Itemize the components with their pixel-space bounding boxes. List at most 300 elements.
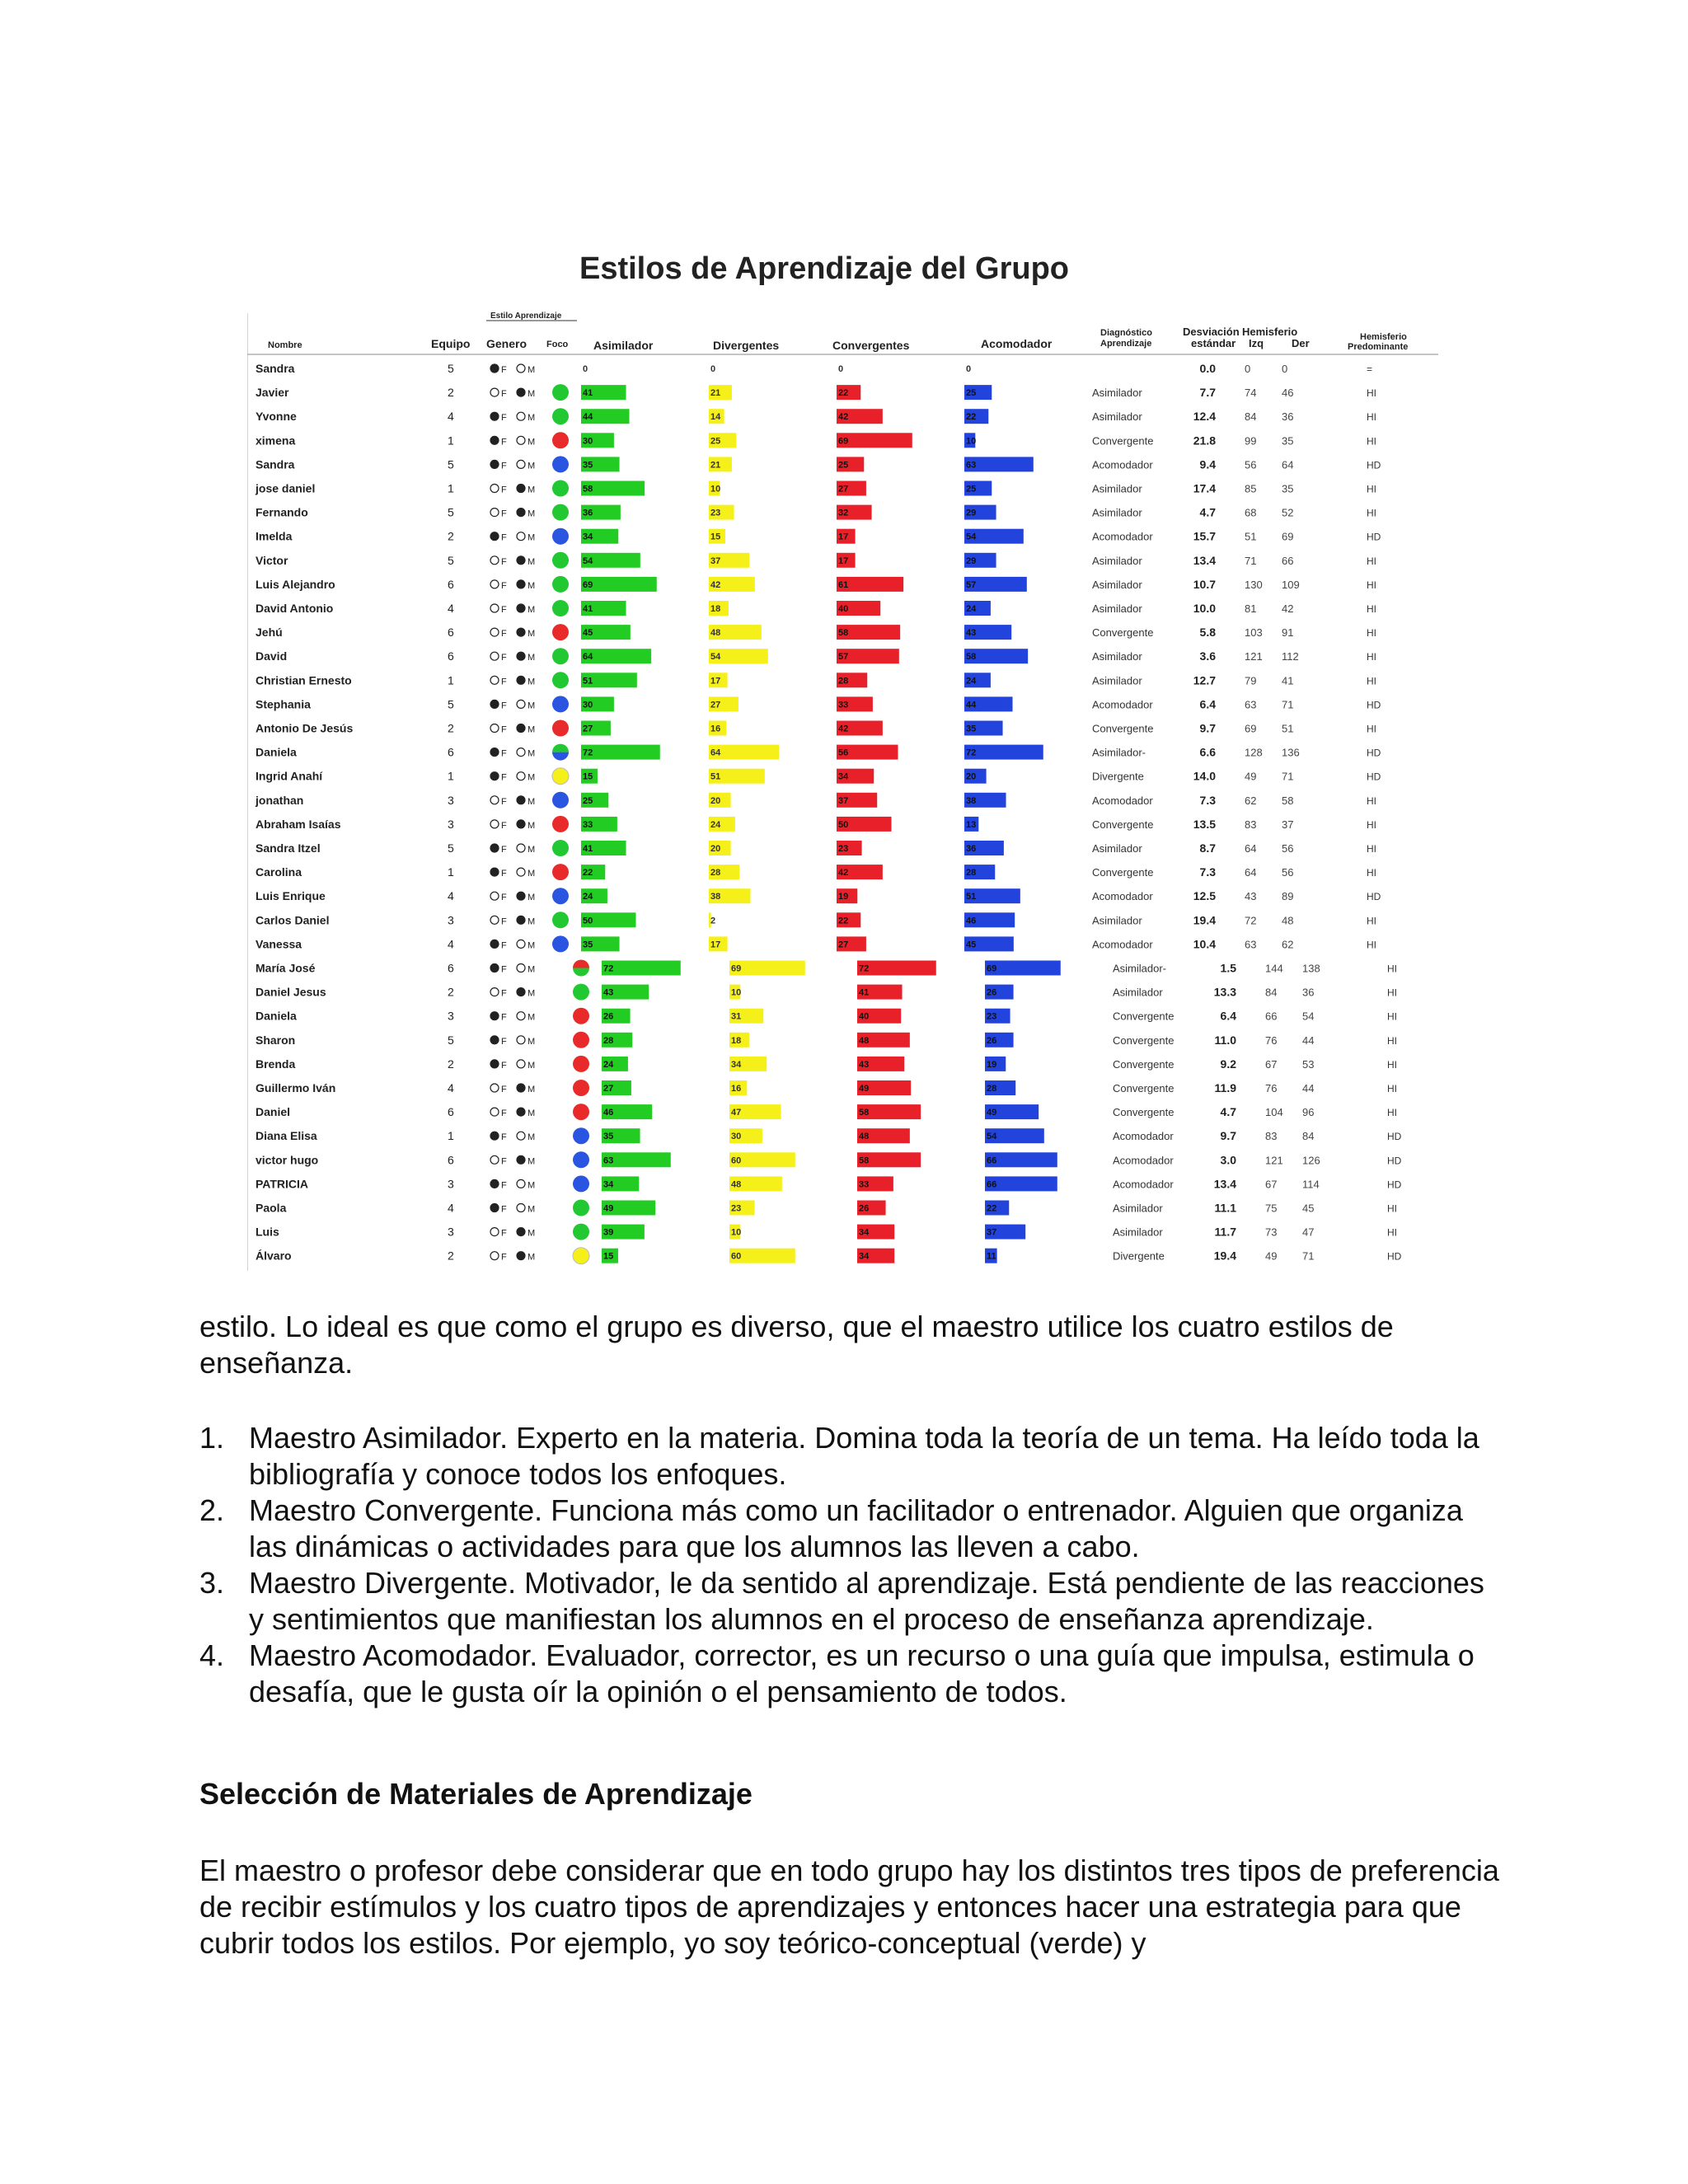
gender-label-m: M — [528, 580, 536, 591]
gender-label-f: F — [501, 509, 507, 519]
row-equipo: 6 — [448, 626, 454, 640]
row-name: Sandra — [256, 362, 295, 375]
convergente-value: 57 — [838, 652, 849, 663]
row-name: Luis Alejandro — [256, 577, 335, 591]
gender-label-f: F — [501, 1156, 507, 1167]
row-hemisferio: HI — [1367, 603, 1376, 615]
row-desviacion: 8.7 — [1199, 841, 1216, 855]
acomodador-value: 66 — [987, 1179, 997, 1190]
gender-label-f: F — [501, 461, 507, 471]
gender-label-m: M — [528, 461, 536, 471]
row-name: Christian Ernesto — [256, 673, 352, 687]
row-name: Daniela — [256, 1009, 297, 1023]
gender-label-f: F — [501, 1085, 507, 1094]
foco-circle — [573, 1151, 589, 1168]
convergente-value: 34 — [859, 1227, 870, 1238]
gender-radio-f — [490, 436, 499, 444]
list-number: 2. — [199, 1493, 225, 1527]
header-hem-pred: Hemisferio — [1360, 332, 1407, 342]
gender-label-f: F — [501, 940, 507, 951]
acomodador-value: 22 — [987, 1203, 997, 1214]
gender-radio-f — [490, 820, 499, 828]
row-diagnostico: Acomodador — [1092, 890, 1153, 903]
gender-label-f: F — [501, 389, 507, 400]
foco-circle-top — [573, 960, 589, 968]
row-name: Yvonne — [256, 410, 297, 424]
gender-radio-m — [517, 676, 525, 684]
asimilador-value: 25 — [583, 795, 593, 806]
asimilador-value: 43 — [603, 987, 614, 998]
gender-radio-f — [490, 1179, 499, 1188]
gender-radio-f — [490, 364, 499, 373]
row-diagnostico: Asimilador — [1092, 602, 1142, 615]
acomodador-value: 29 — [966, 555, 977, 566]
gender-label-f: F — [501, 796, 507, 807]
foco-circle — [552, 816, 569, 832]
acomodador-value: 49 — [987, 1108, 997, 1118]
convergente-value: 58 — [859, 1155, 870, 1166]
learning-styles-chart — [247, 307, 1438, 1271]
row-hemisferio: HI — [1387, 1107, 1397, 1119]
row-izq: 71 — [1245, 554, 1257, 567]
gender-radio-m — [517, 1132, 525, 1140]
asimilador-value: 24 — [583, 892, 593, 902]
acomodador-bar — [964, 745, 1043, 760]
row-hemisferio: HI — [1387, 1058, 1397, 1071]
row-desviacion: 17.4 — [1193, 481, 1216, 495]
row-izq: 51 — [1245, 530, 1257, 543]
convergente-value: 17 — [838, 555, 849, 566]
row-equipo: 1 — [448, 481, 454, 495]
header-hemisferio: Hemisferio — [1242, 326, 1298, 338]
row-hemisferio: HI — [1367, 579, 1376, 591]
gender-label-f: F — [501, 1036, 507, 1047]
foco-circle — [552, 408, 569, 424]
divergente-value: 17 — [710, 676, 721, 687]
row-equipo: 6 — [448, 745, 454, 759]
gender-label-f: F — [501, 413, 507, 424]
row-equipo: 4 — [448, 1201, 454, 1215]
gender-radio-m — [517, 892, 525, 900]
row-name: Sandra — [256, 457, 295, 471]
list-item — [199, 1565, 1502, 1638]
row-der: 84 — [1302, 1130, 1315, 1143]
row-name: David Antonio — [256, 602, 334, 615]
asimilador-value: 30 — [583, 700, 593, 710]
row-diagnostico: Convergente — [1113, 1082, 1175, 1094]
asimilador-value: 72 — [583, 748, 593, 758]
gender-label-f: F — [501, 532, 507, 543]
row-der: 51 — [1282, 722, 1294, 735]
divergente-value: 48 — [731, 1179, 742, 1190]
foco-circle — [552, 648, 569, 664]
row-hemisferio: HI — [1367, 627, 1376, 640]
asimilador-value: 34 — [603, 1179, 614, 1190]
row-izq: 128 — [1245, 746, 1263, 759]
row-equipo: 4 — [448, 1081, 454, 1094]
row-name: Jehú — [256, 626, 283, 640]
row-izq: 66 — [1265, 1010, 1278, 1023]
acomodador-value: 28 — [987, 1084, 997, 1094]
asimilador-value: 44 — [583, 412, 593, 423]
convergente-value: 26 — [859, 1203, 870, 1214]
foco-circle — [552, 696, 569, 712]
row-izq: 84 — [1245, 410, 1257, 424]
row-equipo: 6 — [448, 1105, 454, 1119]
row-izq: 130 — [1245, 578, 1263, 591]
row-equipo: 2 — [448, 985, 454, 999]
row-diagnostico: Acomodador — [1113, 1178, 1174, 1191]
acomodador-value: 66 — [987, 1155, 997, 1166]
divergente-value: 38 — [710, 892, 721, 902]
row-equipo: 2 — [448, 1057, 454, 1071]
acomodador-value: 51 — [966, 892, 977, 902]
acomodador-value: 72 — [966, 748, 977, 758]
divergente-value: 48 — [710, 628, 721, 639]
row-der: 54 — [1302, 1010, 1315, 1023]
gender-label-m: M — [528, 893, 536, 903]
row-name: Daniela — [256, 745, 297, 759]
row-equipo: 2 — [448, 386, 454, 400]
row-equipo: 5 — [448, 697, 454, 711]
row-der: 52 — [1282, 506, 1294, 519]
gender-radio-f — [490, 844, 499, 852]
gender-radio-m — [517, 748, 525, 757]
row-diagnostico: Asimilador — [1113, 1202, 1163, 1215]
convergente-value: 28 — [838, 676, 849, 687]
acomodador-value: 20 — [966, 771, 977, 782]
row-hemisferio: HI — [1367, 555, 1376, 567]
row-name: María José — [256, 961, 316, 975]
list-item-text: Maestro Divergente. Motivador, le da sentido al aprendizaje. Está pendiente de las reacciones y sentimientos que manifiestan los alumnos en el proceso de enseñanza aprendizaje. — [249, 1566, 1484, 1636]
row-name: Stephania — [256, 697, 311, 711]
foco-circle — [552, 576, 569, 593]
asimilador-value: 34 — [583, 532, 593, 542]
row-desviacion: 4.7 — [1220, 1105, 1236, 1119]
row-der: 69 — [1282, 530, 1294, 543]
gender-radio-m — [517, 628, 525, 636]
asimilador-value: 15 — [583, 771, 593, 782]
convergente-value: 48 — [859, 1132, 870, 1142]
row-der: 42 — [1282, 602, 1294, 615]
gender-label-m: M — [528, 1012, 536, 1023]
row-izq: 144 — [1265, 962, 1283, 975]
asimilador-value: 41 — [583, 388, 593, 399]
asimilador-value: 24 — [603, 1059, 614, 1070]
foco-circle — [552, 912, 569, 928]
row-desviacion: 7.3 — [1199, 865, 1216, 879]
gender-radio-f — [490, 509, 499, 517]
foco-circle — [573, 984, 589, 1001]
asimilador-value: 64 — [583, 652, 593, 663]
row-diagnostico: Divergente — [1113, 1249, 1165, 1263]
section-heading: Selección de Materiales de Aprendizaje — [199, 1777, 753, 1811]
row-der: 41 — [1282, 674, 1294, 687]
divergente-value: 37 — [710, 555, 721, 566]
gender-label-f: F — [501, 916, 507, 927]
foco-circle — [552, 935, 569, 952]
gender-label-m: M — [528, 1085, 536, 1094]
convergente-value: 40 — [859, 1011, 870, 1022]
convergente-value: 37 — [838, 795, 849, 806]
acomodador-value: 13 — [966, 819, 977, 830]
row-izq: 0 — [1245, 363, 1251, 375]
asimilador-value: 30 — [583, 436, 593, 447]
row-equipo: 5 — [448, 1033, 454, 1047]
convergente-value: 17 — [838, 532, 849, 542]
row-der: 138 — [1302, 962, 1320, 975]
convergente-value: 32 — [838, 508, 849, 518]
header-desviacion-2: estándar — [1191, 337, 1236, 349]
foco-circle — [552, 384, 569, 401]
convergente-value: 33 — [838, 700, 849, 710]
divergente-value: 10 — [710, 484, 721, 494]
row-der: 71 — [1282, 770, 1294, 783]
divergente-value: 28 — [710, 868, 721, 879]
gender-label-f: F — [501, 677, 507, 687]
acomodador-value: 25 — [966, 484, 977, 494]
asimilador-value: 54 — [583, 555, 593, 566]
row-izq: 84 — [1265, 986, 1278, 999]
row-equipo: 2 — [448, 1249, 454, 1263]
row-desviacion: 10.7 — [1193, 577, 1216, 591]
list-item-text: Maestro Asimilador. Experto en la materia. Domina toda la teoría de un tema. Ha leído toda la bibliografía y conoce todos los enfoques. — [249, 1421, 1479, 1491]
gender-radio-f — [490, 700, 499, 708]
row-equipo: 1 — [448, 434, 454, 448]
row-hemisferio: HI — [1387, 963, 1397, 975]
divergente-value: 10 — [731, 1227, 742, 1238]
row-name: Luis Enrique — [256, 889, 326, 903]
convergente-value: 48 — [859, 1035, 870, 1046]
divergente-value: 16 — [731, 1084, 742, 1094]
row-diagnostico: Asimilador — [1113, 1226, 1163, 1239]
row-desviacion: 12.5 — [1193, 889, 1216, 903]
row-hemisferio: HI — [1367, 651, 1376, 663]
row-izq: 85 — [1245, 482, 1257, 495]
foco-circle — [552, 888, 569, 904]
foco-circle — [573, 1104, 589, 1120]
row-equipo: 3 — [448, 1225, 454, 1239]
row-hemisferio: HI — [1387, 1202, 1397, 1215]
foco-circle — [573, 1080, 589, 1096]
asimilador-value: 15 — [603, 1251, 614, 1262]
row-der: 112 — [1282, 650, 1299, 663]
acomodador-value: 0 — [966, 364, 972, 374]
gender-radio-f — [490, 964, 499, 972]
convergente-value: 27 — [838, 484, 849, 494]
gender-label-f: F — [501, 605, 507, 615]
acomodador-value: 38 — [966, 795, 977, 806]
row-desviacion: 5.8 — [1199, 626, 1216, 640]
row-diagnostico: Convergente — [1092, 722, 1154, 735]
foco-circle — [573, 1200, 589, 1216]
row-der: 136 — [1282, 746, 1300, 759]
convergente-value: 40 — [838, 604, 849, 614]
row-name: Carlos Daniel — [256, 913, 330, 927]
row-name: Sharon — [256, 1033, 296, 1047]
gender-radio-m — [517, 1060, 525, 1068]
asimilador-value: 46 — [603, 1108, 614, 1118]
row-izq: 63 — [1245, 698, 1257, 711]
row-izq: 81 — [1245, 602, 1257, 615]
row-desviacion: 6.4 — [1220, 1009, 1236, 1023]
divergente-value: 60 — [731, 1251, 742, 1262]
row-name: Sandra Itzel — [256, 841, 321, 855]
gender-radio-m — [517, 532, 525, 541]
row-diagnostico: Asimilador — [1092, 482, 1142, 495]
row-der: 45 — [1302, 1202, 1315, 1215]
list-item-text: Maestro Convergente. Funciona más como un facilitador o entrenador. Alguien que organiza las dinámicas o actividades para que los alumnos las lleven a cabo. — [249, 1493, 1463, 1563]
gender-radio-m — [517, 509, 525, 517]
row-hemisferio: HI — [1387, 987, 1397, 999]
learning-styles-table — [247, 307, 1438, 1271]
gender-radio-f — [490, 1060, 499, 1068]
row-equipo: 5 — [448, 505, 454, 519]
acomodador-value: 54 — [966, 532, 977, 542]
row-diagnostico: Convergente — [1092, 434, 1154, 448]
row-desviacion: 15.7 — [1193, 529, 1216, 543]
row-equipo: 1 — [448, 865, 454, 879]
row-desviacion: 3.0 — [1220, 1153, 1236, 1167]
row-desviacion: 9.4 — [1199, 457, 1216, 471]
gender-radio-f — [490, 580, 499, 588]
row-name: Paola — [256, 1201, 287, 1215]
row-diagnostico: Acomodador — [1092, 698, 1153, 711]
convergente-value: 41 — [859, 987, 870, 998]
foco-circle — [573, 1224, 589, 1240]
row-der: 35 — [1282, 434, 1294, 448]
acomodador-value: 23 — [987, 1011, 997, 1022]
gender-label-f: F — [501, 1228, 507, 1239]
small-header-label: Estilo Aprendizaje — [490, 312, 562, 321]
acomodador-value: 36 — [966, 844, 977, 854]
gender-label-m: M — [528, 916, 536, 927]
row-name: Álvaro — [256, 1249, 292, 1263]
row-name: ximena — [256, 434, 296, 448]
header-hem-pred-2: Predominante — [1348, 342, 1409, 352]
row-izq: 49 — [1265, 1249, 1278, 1263]
gender-radio-m — [517, 556, 525, 565]
gender-label-m: M — [528, 724, 536, 735]
row-hemisferio: HD — [1367, 771, 1381, 783]
gender-radio-f — [490, 1036, 499, 1044]
gender-radio-m — [517, 1179, 525, 1188]
gender-radio-m — [517, 724, 525, 733]
row-diagnostico: Asimilador — [1092, 554, 1142, 567]
row-izq: 43 — [1245, 890, 1257, 903]
row-name: David — [256, 649, 288, 663]
divergente-value: 2 — [710, 916, 716, 926]
asimilador-value: 35 — [583, 460, 593, 471]
gender-radio-m — [517, 436, 525, 444]
divergente-value: 54 — [710, 652, 721, 663]
row-izq: 79 — [1245, 674, 1257, 687]
row-diagnostico: Asimilador — [1113, 986, 1163, 999]
chart-title: Estilos de Aprendizaje del Grupo — [579, 251, 1070, 286]
foco-circle — [552, 792, 569, 808]
divergente-value: 14 — [710, 412, 721, 423]
gender-radio-m — [517, 916, 525, 924]
asimilador-value: 35 — [583, 940, 593, 950]
divergente-value: 30 — [731, 1132, 742, 1142]
foco-circle — [552, 432, 569, 448]
row-hemisferio: HI — [1387, 1010, 1397, 1023]
row-izq: 83 — [1245, 818, 1257, 831]
row-hemisferio: HI — [1367, 818, 1376, 831]
gender-label-m: M — [528, 532, 536, 543]
gender-radio-m — [517, 388, 525, 396]
foco-circle — [552, 480, 569, 497]
row-equipo: 1 — [448, 769, 454, 783]
row-desviacion: 13.5 — [1193, 817, 1216, 831]
gender-radio-m — [517, 820, 525, 828]
row-desviacion: 12.4 — [1193, 410, 1216, 424]
row-hemisferio: HD — [1367, 459, 1381, 471]
asimilador-value: 72 — [603, 963, 614, 974]
gender-label-f: F — [501, 1252, 507, 1263]
row-hemisferio: HI — [1367, 411, 1376, 424]
gender-radio-f — [490, 1228, 499, 1236]
header-izq: Izq — [1249, 337, 1264, 349]
row-equipo: 5 — [448, 841, 454, 855]
closing-paragraph: El maestro o profesor debe considerar que en todo grupo hay los distintos tres tipos de preferencia de recibir estímulos y los cuatro tipos de aprendizajes y entonces hacer una estrategia para que cubrir todos los estilos. Por ejemplo, yo soy teórico-conceptual (verde) y — [199, 1854, 1499, 1960]
row-equipo: 6 — [448, 577, 454, 591]
acomodador-value: 44 — [966, 700, 977, 710]
row-hemisferio: HD — [1367, 531, 1381, 543]
header-foco: Foco — [546, 340, 569, 349]
foco-circle-bottom — [552, 752, 569, 761]
row-hemisferio: HD — [1387, 1179, 1402, 1191]
row-equipo: 1 — [448, 673, 454, 687]
row-equipo: 3 — [448, 913, 454, 927]
acomodador-value: 54 — [987, 1132, 997, 1142]
row-izq: 74 — [1245, 387, 1257, 400]
asimilador-value: 69 — [583, 579, 593, 590]
asimilador-value: 39 — [603, 1227, 614, 1238]
acomodador-value: 58 — [966, 652, 977, 663]
gender-radio-m — [517, 772, 525, 780]
gender-radio-m — [517, 1228, 525, 1236]
gender-radio-f — [490, 556, 499, 565]
acomodador-value: 35 — [966, 724, 977, 734]
row-name: victor hugo — [256, 1153, 319, 1167]
gender-label-f: F — [501, 1180, 507, 1191]
row-name: Javier — [256, 386, 289, 400]
row-equipo: 2 — [448, 721, 454, 735]
header-diagnostico: Diagnóstico — [1100, 328, 1152, 338]
asimilador-value: 0 — [583, 364, 588, 374]
gender-radio-m — [517, 988, 525, 996]
row-izq: 67 — [1265, 1057, 1278, 1071]
row-izq: 64 — [1245, 866, 1257, 879]
row-desviacion: 14.0 — [1193, 769, 1216, 783]
row-desviacion: 9.7 — [1220, 1129, 1236, 1143]
gender-radio-f — [490, 796, 499, 804]
row-desviacion: 10.4 — [1193, 937, 1216, 951]
row-der: 35 — [1282, 482, 1294, 495]
row-desviacion: 4.7 — [1199, 505, 1216, 519]
row-hemisferio: HI — [1387, 1083, 1397, 1094]
row-name: Victor — [256, 553, 288, 567]
acomodador-value: 22 — [966, 412, 977, 423]
row-hemisferio: HD — [1367, 891, 1381, 903]
row-equipo: 5 — [448, 362, 454, 375]
row-desviacion: 19.4 — [1213, 1249, 1236, 1263]
row-equipo: 6 — [448, 1153, 454, 1167]
gender-label-m: M — [528, 1204, 536, 1215]
asimilador-value: 41 — [583, 604, 593, 614]
gender-label-f: F — [501, 1012, 507, 1023]
